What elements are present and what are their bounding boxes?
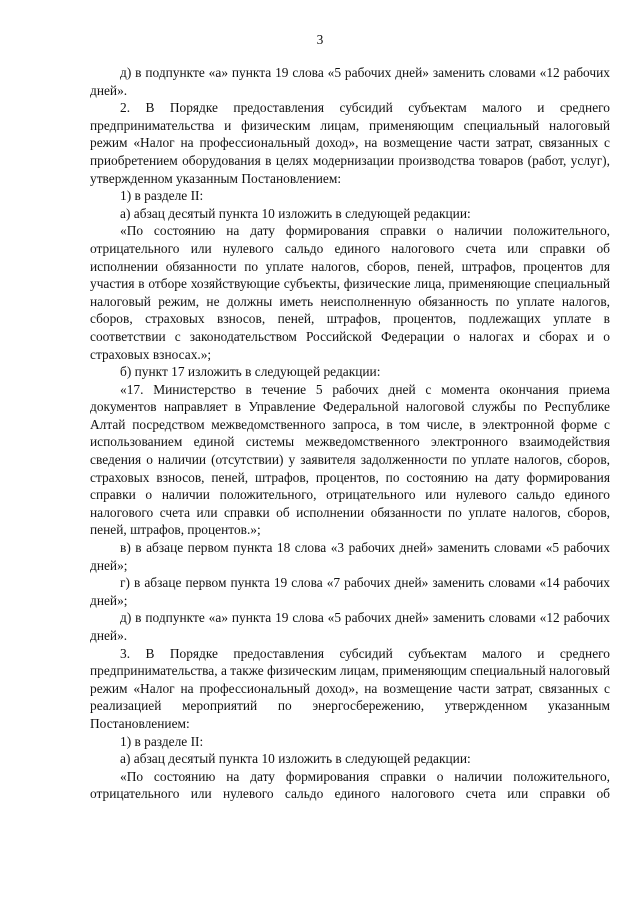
paragraph-2-1g: г) в абзаце первом пункта 19 слова «7 рабочих дней» заменить словами «14 рабочих дней»; [90, 575, 610, 608]
paragraph-3-1a: а) абзац десятый пункта 10 изложить в следующей редакции: [120, 751, 471, 767]
paragraph-2-1d: д) в подпункте «а» пункта 19 слова «5 рабочих дней» заменить словами «12 рабочих дней». [90, 610, 610, 643]
page-number: 3 [316, 32, 324, 47]
paragraph-1d-term: д) в подпункте «а» пункта 19 слова «5 рабочих дней» заменить словами «12 рабочих дней». [90, 65, 610, 98]
paragraph-2-1b-quote: «17. Министерство в течение 5 рабочих дней с момента окончания приема документов направляет в Управление Федеральной налоговой службы по Республике Алтай посредством межведомственного запроса, в том числе, в электронной форме с использованием единой системы межведомственного электронного взаимодействия сведения о наличии (отсутствии) у заявителя задолженности по уплате налогов, сборов, страховых взносов, пеней, штрафов, процентов, по состоянию на дату формирования справки о наличии положительного, отрицательного или нулевого сальдо единого налогового счета или справки об исполнении обязанности по уплате налогов, сборов, пеней, штрафов, процентов.»; [90, 381, 610, 538]
paragraph-section-2: 2. В Порядке предоставления субсидий субъектам малого и среднего предпринимательства и физическим лицам, применяющим специальный налоговый режим «Налог на профессиональный доход», на возмещение части затрат, связанных с приобретением оборудования в целях модернизации производства товаров (работ, услуг), утвержденном указанным Постановлением: [90, 100, 610, 186]
paragraph-2-1a-quote: «По состоянию на дату формирования справки о наличии положительного, отрицательного или нулевого сальдо единого налогового счета или справки об исполнении обязанности по уплате налогов, сборов, пеней, штрафов, процентов для участия в отборе хозяйствующие субъекты, физические лица, применяющие специальный налоговый режим, не должны иметь неисполненную обязанность по уплате налогов, сборов, страховых взносов, пеней, штрафов, процентов, подлежащих уплате в соответствии с законодательством Российской Федерации о налогах и сборах и о страховых взносах.»; [90, 223, 610, 362]
paragraph-section-3: 3. В Порядке предоставления субсидий субъектам малого и среднего предпринимательства, а также физическим лицам, применяющим специальный налоговый режим «Налог на профессиональный доход», на возмещение части затрат, связанных с реализацией мероприятий по энергосбережению, утвержденном указанным Постановлением: [90, 645, 610, 731]
paragraph-2-1: 1) в разделе II: [120, 188, 204, 204]
paragraph-2-1v: в) в абзаце первом пункта 18 слова «3 рабочих дней» заменить словами «5 рабочих дней»; [90, 540, 610, 573]
paragraph-2-1b: б) пункт 17 изложить в следующей редакции: [120, 364, 381, 380]
paragraph-2-1a: а) абзац десятый пункта 10 изложить в следующей редакции: [120, 205, 471, 221]
paragraph-3-1: 1) в разделе II: [120, 733, 204, 749]
document-body [90, 64, 610, 803]
paragraph-3-1a-quote: «По состоянию на дату формирования справки о наличии положительного, отрицательного или нулевого сальдо единого налогового счета или справки об [90, 768, 610, 802]
